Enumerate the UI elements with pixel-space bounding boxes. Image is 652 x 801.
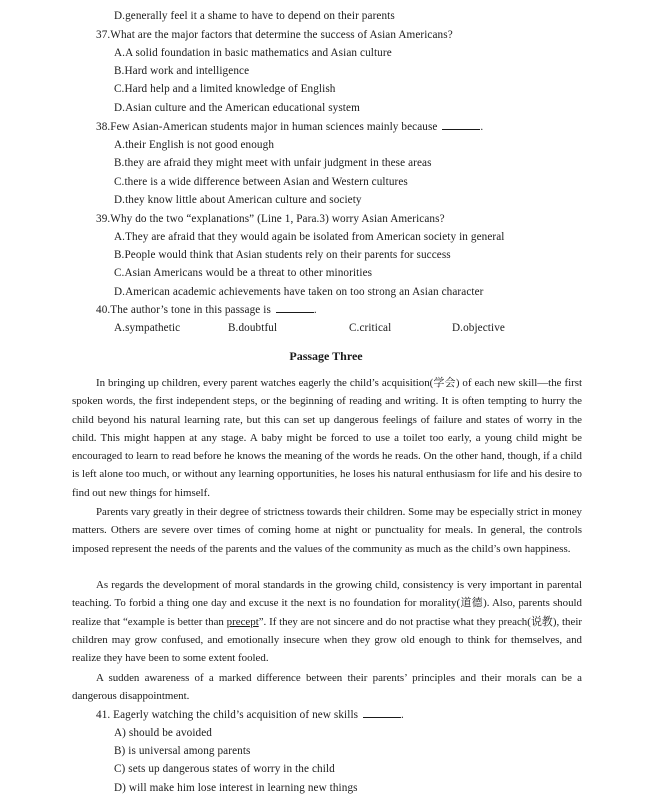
q40-option-a: A.sympathetic [114,322,181,334]
paragraph-2: Parents vary greatly in their degree of strictness towards their children. Some may be especially strict in money matters. Others are severe over times of coming home at night or punctuality for meals. In general, the controls imposed represent the needs of the parents and the values of the community as much as the child’s own happiness. [72,506,582,555]
q36-option-d: D.generally feel it a shame to have to depend on their parents [114,10,395,22]
q37-option-a: A.A solid foundation in basic mathematics and Asian culture [114,47,392,59]
q39-option-b: B.People would think that Asian students rely on their parents for success [114,249,451,261]
q39-option-c: C.Asian Americans would be a threat to other minorities [114,267,373,279]
q37-option-d: D.Asian culture and the American educational system [114,102,360,114]
q39-stem: 39.Why do the two “explanations” (Line 1, Para.3) worry Asian Americans? [96,213,445,225]
q41-option-d: D) will make him lose interest in learning new things [114,782,358,794]
q37-stem: 37.What are the major factors that determine the success of Asian Americans? [96,29,453,41]
q40-stem: 40.The author’s tone in this passage is . [96,304,317,316]
q37-option-c: C.Hard help and a limited knowledge of English [114,83,336,95]
answer-blank [363,708,401,718]
q38-option-b: B.they are afraid they might meet with unfair judgment in these areas [114,157,432,169]
passage-title: Passage Three [289,349,363,363]
q39-option-d: D.American academic achievements have taken on too strong an Asian character [114,286,484,298]
underlined-word: precept [226,615,259,628]
q38-option-a: A.their English is not good enough [114,139,275,151]
q39-option-a: A.They are afraid that they would again be isolated from American society in general [114,231,505,243]
q38-option-c: C.there is a wide difference between Asian and Western cultures [114,176,408,188]
q40-option-d: D.objective [452,322,505,334]
paragraph-3: As regards the development of moral standards in the growing child, consistency is very important in parental teaching. To forbid a thing one day and excuse it the next is no foundation for morality(道德). Also, parents should realize that “example is better than precept”. If they are not sincere and do not practise what they preach(说教), their children may grow confused, and emotionally insecure when they grow old enough to think for themselves, and realize they have been to some extent fooled. [72,579,582,665]
answer-blank [442,120,480,130]
q38-option-d: D.they know little about American culture and society [114,194,362,206]
q40-option-b: B.doubtful [228,322,278,334]
paragraph-4: A sudden awareness of a marked difference between their parents’ principles and their morals can be a dangerous disappointment. [72,672,582,703]
q41-option-a: A) should be avoided [114,727,213,739]
q37-option-b: B.Hard work and intelligence [114,65,250,77]
q41-option-c: C) sets up dangerous states of worry in the child [114,763,335,775]
q41-stem: 41. Eagerly watching the child’s acquisition of new skills . [96,709,404,721]
q40-option-c: C.critical [349,322,392,334]
answer-blank [276,303,314,313]
q41-option-b: B) is universal among parents [114,745,251,757]
paragraph-1: In bringing up children, every parent watches eagerly the child’s acquisition(学会) of each new skill—the first spoken words, the first independent steps, or the beginning of reading and writing. It is often tempting to hurry the child beyond his natural learning rate, but this can set up dangerous feelings of failure and states of worry in the child. This might happen at any stage. A baby might be forced to use a toilet too early, a young child might be encouraged to learn to read before he knows the meaning of the words he reads. On the other hand, though, if a child is left alone too much, or without any learning opportunities, he loses his natural enthusiasm for life and his desire to find out new things for himself. [72,377,582,499]
q38-stem: 38.Few Asian-American students major in human sciences mainly because . [96,121,484,133]
